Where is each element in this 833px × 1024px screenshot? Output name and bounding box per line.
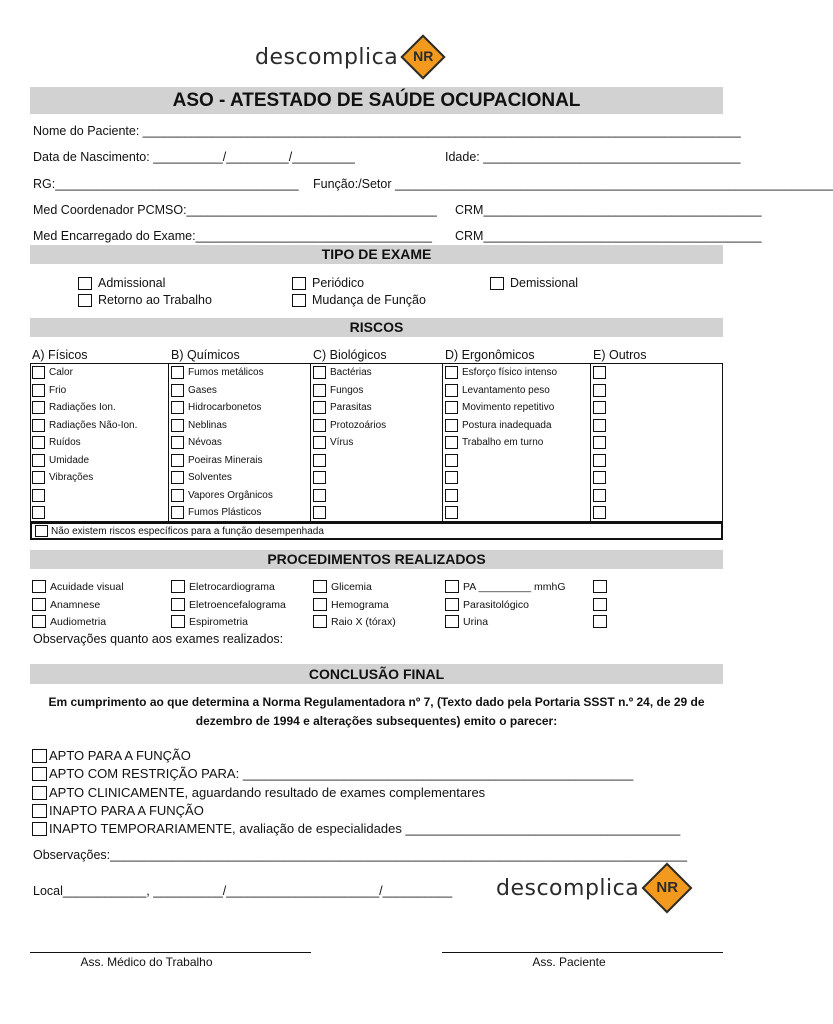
risco-label: Radiações Não-Ion. bbox=[49, 419, 138, 431]
checkbox[interactable] bbox=[313, 419, 326, 432]
nr-badge-icon bbox=[641, 862, 693, 914]
risco-quimicos-item[interactable] bbox=[171, 506, 261, 519]
checkbox[interactable] bbox=[32, 366, 45, 379]
checkbox[interactable] bbox=[445, 506, 458, 519]
risco-fisicos-item[interactable] bbox=[32, 384, 66, 397]
proc-hemograma[interactable]: Hemograma bbox=[313, 598, 389, 611]
checkbox[interactable] bbox=[490, 277, 504, 290]
risco-biologicos-item[interactable] bbox=[313, 489, 330, 502]
checkbox[interactable] bbox=[32, 436, 45, 449]
checkbox[interactable] bbox=[32, 580, 46, 593]
risco-biologicos-item[interactable] bbox=[313, 436, 353, 449]
proc-raio-x[interactable]: Raio X (tórax) bbox=[313, 615, 396, 628]
proc-pa[interactable]: PA _________ mmhG bbox=[445, 580, 566, 593]
checkbox[interactable] bbox=[171, 384, 184, 397]
risco-outros-item[interactable] bbox=[593, 436, 610, 449]
risco-ergonomicos-item[interactable] bbox=[445, 454, 462, 467]
checkbox[interactable] bbox=[593, 598, 607, 611]
checkbox[interactable] bbox=[313, 489, 326, 502]
proc-acuidade[interactable]: Acuidade visual bbox=[32, 580, 124, 593]
proc-extra-2[interactable] bbox=[593, 598, 607, 611]
checkbox[interactable] bbox=[445, 489, 458, 502]
checkbox[interactable] bbox=[313, 615, 327, 628]
checkbox[interactable] bbox=[313, 506, 326, 519]
risco-label: Protozoários bbox=[330, 419, 387, 431]
checkbox[interactable] bbox=[445, 419, 458, 432]
checkbox[interactable] bbox=[445, 436, 458, 449]
risco-label: Esforço físico intenso bbox=[462, 367, 558, 378]
checkbox[interactable] bbox=[593, 401, 606, 414]
checkbox[interactable] bbox=[292, 277, 306, 290]
riscos-column-divider bbox=[310, 363, 311, 522]
risco-quimicos-item[interactable] bbox=[171, 366, 264, 379]
col-title-biologicos: C) Biológicos bbox=[313, 348, 387, 362]
risco-outros-item[interactable] bbox=[593, 489, 610, 502]
risco-label: Levantamento peso bbox=[462, 384, 550, 396]
checkbox[interactable] bbox=[171, 401, 184, 414]
option-demissional[interactable]: Demissional bbox=[490, 276, 578, 290]
risco-ergonomicos-item[interactable] bbox=[445, 436, 543, 449]
funcao-field[interactable]: Função:/Setor _______________________________________________________________ bbox=[313, 177, 833, 191]
risco-label: Neblinas bbox=[188, 419, 227, 431]
risco-biologicos-item[interactable] bbox=[313, 384, 363, 397]
risco-fisicos-item[interactable] bbox=[32, 489, 49, 502]
risco-quimicos-item[interactable] bbox=[171, 454, 262, 467]
checkbox[interactable] bbox=[32, 804, 47, 818]
checkbox[interactable] bbox=[32, 489, 45, 502]
nr-badge-label: NR bbox=[413, 48, 434, 64]
checkbox[interactable] bbox=[171, 506, 184, 519]
risco-fisicos-item[interactable] bbox=[32, 471, 93, 484]
risco-biologicos-item[interactable] bbox=[313, 401, 372, 414]
risco-outros-item[interactable] bbox=[593, 506, 610, 519]
risco-label: Bactérias bbox=[330, 367, 372, 378]
risco-label: Frio bbox=[49, 384, 67, 396]
option-mudanca[interactable]: Mudança de Função bbox=[292, 293, 426, 307]
risco-label: Vapores Orgânicos bbox=[188, 489, 273, 501]
checkbox[interactable] bbox=[171, 615, 185, 628]
risco-outros-item[interactable] bbox=[593, 384, 610, 397]
risco-quimicos-item[interactable] bbox=[171, 489, 273, 502]
conclusao-inapto-temporario[interactable]: INAPTO TEMPORARIAMENTE, avaliação de especialidades ______________________________________ bbox=[32, 821, 723, 836]
logo-top bbox=[255, 34, 446, 80]
checkbox[interactable] bbox=[171, 366, 184, 379]
checkbox[interactable] bbox=[171, 471, 184, 484]
option-retorno[interactable]: Retorno ao Trabalho bbox=[78, 293, 212, 307]
risco-fisicos-item[interactable] bbox=[32, 436, 81, 449]
checkbox[interactable] bbox=[593, 506, 606, 519]
checkbox[interactable] bbox=[171, 489, 184, 502]
checkbox[interactable] bbox=[445, 580, 459, 593]
checkbox[interactable] bbox=[313, 580, 327, 593]
checkbox[interactable] bbox=[445, 454, 458, 467]
risco-outros-item[interactable] bbox=[593, 471, 610, 484]
proc-eletrocardiograma[interactable]: Eletrocardiograma bbox=[171, 580, 275, 593]
checkbox[interactable] bbox=[593, 454, 606, 467]
risco-label: Calor bbox=[49, 367, 73, 378]
signature-label-paciente: Ass. Paciente bbox=[532, 955, 606, 969]
proc-glicemia[interactable]: Glicemia bbox=[313, 580, 372, 593]
checkbox[interactable] bbox=[593, 615, 607, 628]
idade-field[interactable]: Idade: _____________________________________ bbox=[445, 150, 741, 164]
conclusao-header: CONCLUSÃO FINAL bbox=[30, 664, 723, 684]
checkbox[interactable] bbox=[313, 471, 326, 484]
risco-biologicos-item[interactable] bbox=[313, 506, 330, 519]
risco-label: Poeiras Minerais bbox=[188, 454, 263, 466]
risco-label: Trabalho em turno bbox=[462, 437, 544, 448]
signature-label-medico: Ass. Médico do Trabalho bbox=[80, 955, 213, 969]
observacoes-field[interactable]: Observações:___________________________________________________________________________________ bbox=[33, 848, 688, 862]
checkbox[interactable] bbox=[593, 471, 606, 484]
checkbox[interactable] bbox=[32, 419, 45, 432]
risco-outros-item[interactable] bbox=[593, 366, 610, 379]
checkbox[interactable] bbox=[32, 822, 47, 836]
conclusao-inapto[interactable]: INAPTO PARA A FUNÇÃO bbox=[32, 803, 204, 818]
checkbox[interactable] bbox=[171, 598, 185, 611]
checkbox[interactable] bbox=[593, 436, 606, 449]
checkbox[interactable] bbox=[445, 366, 458, 379]
conclusao-apto[interactable]: APTO PARA A FUNÇÃO bbox=[32, 748, 191, 763]
proc-audiometria[interactable]: Audiometria bbox=[32, 615, 106, 628]
risco-fisicos-item[interactable] bbox=[32, 366, 73, 379]
risco-label: Vibrações bbox=[49, 472, 94, 483]
checkbox[interactable] bbox=[32, 454, 45, 467]
crm-coordenador-field[interactable]: CRM________________________________________ bbox=[455, 203, 762, 217]
signature-line-medico bbox=[30, 952, 311, 953]
risco-ergonomicos-item[interactable] bbox=[445, 471, 462, 484]
nome-field[interactable]: Nome do Paciente: ______________________________________________________________________________________ bbox=[33, 124, 741, 138]
coordenador-field[interactable]: Med Coordenador PCMSO:____________________________________ bbox=[33, 203, 437, 217]
riscos-column-divider bbox=[168, 363, 169, 522]
risco-label: Solventes bbox=[188, 472, 232, 483]
risco-label: Radiações Ion. bbox=[49, 402, 116, 413]
risco-ergonomicos-item[interactable] bbox=[445, 419, 552, 432]
checkbox[interactable] bbox=[313, 401, 326, 414]
risco-quimicos-item[interactable] bbox=[171, 401, 261, 414]
rg-field[interactable]: RG:___________________________________ bbox=[33, 177, 299, 191]
col-title-quimicos: B) Químicos bbox=[171, 348, 240, 362]
checkbox[interactable] bbox=[445, 598, 459, 611]
risco-fisicos-item[interactable] bbox=[32, 506, 49, 519]
checkbox[interactable] bbox=[292, 294, 306, 307]
riscos-table bbox=[30, 363, 723, 522]
checkbox[interactable] bbox=[593, 419, 606, 432]
proc-urina[interactable]: Urina bbox=[445, 615, 488, 628]
risco-label: Névoas bbox=[188, 437, 222, 448]
checkbox[interactable] bbox=[32, 786, 47, 800]
checkbox[interactable] bbox=[593, 366, 606, 379]
risco-outros-item[interactable] bbox=[593, 419, 610, 432]
col-title-outros: E) Outros bbox=[593, 348, 647, 362]
risco-fisicos-item[interactable] bbox=[32, 419, 137, 432]
checkbox[interactable] bbox=[32, 401, 45, 414]
checkbox[interactable] bbox=[445, 471, 458, 484]
page-title: ASO - ATESTADO DE SAÚDE OCUPACIONAL bbox=[30, 87, 723, 114]
risco-label: Hidrocarbonetos bbox=[188, 402, 262, 413]
risco-biologicos-item[interactable] bbox=[313, 454, 330, 467]
checkbox[interactable] bbox=[593, 489, 606, 502]
checkbox[interactable] bbox=[593, 384, 606, 397]
risco-label: Postura inadequada bbox=[462, 419, 552, 431]
logo-bottom bbox=[496, 862, 693, 914]
conclusao-text-1: Em cumprimento ao que determina a Norma Regulamentadora nº 7, (Texto dado pela Portaria SSST n.º 24, de 29 de bbox=[48, 695, 705, 709]
riscos-column-divider bbox=[590, 363, 591, 522]
risco-label: Parasitas bbox=[330, 402, 372, 413]
risco-quimicos-item[interactable] bbox=[171, 471, 232, 484]
risco-outros-item[interactable] bbox=[593, 454, 610, 467]
col-title-fisicos: A) Físicos bbox=[32, 348, 88, 362]
risco-fisicos-item[interactable] bbox=[32, 401, 116, 414]
proc-espirometria[interactable]: Espirometria bbox=[171, 615, 248, 628]
observacoes-exames: Observações quanto aos exames realizados: bbox=[33, 632, 284, 646]
riscos-header: RISCOS bbox=[30, 318, 723, 337]
risco-fisicos-item[interactable] bbox=[32, 454, 89, 467]
checkbox[interactable] bbox=[313, 454, 326, 467]
risco-label: Movimento repetitivo bbox=[462, 402, 555, 413]
riscos-column-divider bbox=[442, 363, 443, 522]
checkbox[interactable] bbox=[171, 419, 184, 432]
proc-eletroencefalograma[interactable]: Eletroencefalograma bbox=[171, 598, 286, 611]
checkbox[interactable] bbox=[78, 294, 92, 307]
proc-anamnese[interactable]: Anamnese bbox=[32, 598, 100, 611]
local-data-field[interactable]: Local____________, __________/______________________/__________ bbox=[33, 884, 453, 898]
risco-label: Vírus bbox=[330, 437, 354, 448]
checkbox[interactable] bbox=[171, 436, 184, 449]
option-admissional[interactable]: Admissional bbox=[78, 276, 165, 290]
risco-outros-item[interactable] bbox=[593, 401, 610, 414]
riscos-none-row[interactable] bbox=[30, 522, 723, 540]
checkbox[interactable] bbox=[35, 525, 48, 537]
risco-label: Ruídos bbox=[49, 437, 81, 448]
checkbox[interactable] bbox=[32, 767, 47, 781]
conclusao-text-2: dezembro de 1994 e alterações subsequentes) emito o parecer: bbox=[195, 714, 558, 728]
risco-ergonomicos-item[interactable] bbox=[445, 401, 554, 414]
nascimento-field[interactable]: Data de Nascimento: __________/_________/_________ bbox=[33, 150, 355, 164]
proc-extra-1[interactable] bbox=[593, 580, 607, 593]
checkbox[interactable] bbox=[445, 401, 458, 414]
risco-biologicos-item[interactable] bbox=[313, 366, 372, 379]
logo-wordmark: descomplica bbox=[496, 875, 640, 901]
checkbox[interactable] bbox=[313, 366, 326, 379]
risco-biologicos-item[interactable] bbox=[313, 471, 330, 484]
risco-quimicos-item[interactable] bbox=[171, 384, 217, 397]
checkbox[interactable] bbox=[32, 749, 47, 763]
checkbox[interactable] bbox=[593, 580, 607, 593]
checkbox[interactable] bbox=[32, 471, 45, 484]
risco-quimicos-item[interactable] bbox=[171, 419, 227, 432]
risco-ergonomicos-item[interactable] bbox=[445, 489, 462, 502]
checkbox[interactable] bbox=[445, 384, 458, 397]
risco-ergonomicos-item[interactable] bbox=[445, 384, 550, 397]
checkbox[interactable] bbox=[445, 615, 459, 628]
riscos-none-label: Não existem riscos específicos para a função desempenhada bbox=[51, 525, 324, 537]
risco-label: Gases bbox=[188, 384, 217, 396]
checkbox[interactable] bbox=[32, 384, 45, 397]
risco-label: Fungos bbox=[330, 384, 364, 396]
risco-label: Umidade bbox=[49, 454, 90, 466]
conclusao-apto-restricao[interactable]: APTO COM RESTRIÇÃO PARA: ______________________________________________________ bbox=[32, 766, 723, 781]
checkbox[interactable] bbox=[171, 454, 184, 467]
checkbox[interactable] bbox=[171, 580, 185, 593]
checkbox[interactable] bbox=[32, 615, 46, 628]
checkbox[interactable] bbox=[32, 506, 45, 519]
checkbox[interactable] bbox=[78, 277, 92, 290]
risco-quimicos-item[interactable] bbox=[171, 436, 222, 449]
checkbox[interactable] bbox=[313, 436, 326, 449]
signature-line-paciente bbox=[442, 952, 723, 953]
nr-badge-icon bbox=[400, 34, 446, 80]
conclusao-apto-clinicamente[interactable]: APTO CLINICAMENTE, aguardando resultado de exames complementares bbox=[32, 785, 485, 800]
tipo-exame-header: TIPO DE EXAME bbox=[30, 245, 723, 264]
checkbox[interactable] bbox=[313, 598, 327, 611]
col-title-ergonomicos: D) Ergonômicos bbox=[445, 348, 535, 362]
risco-biologicos-item[interactable] bbox=[313, 419, 386, 432]
risco-label: Fumos Plásticos bbox=[188, 507, 262, 518]
risco-ergonomicos-item[interactable] bbox=[445, 506, 462, 519]
checkbox[interactable] bbox=[32, 598, 46, 611]
proc-extra-3[interactable] bbox=[593, 615, 607, 628]
risco-label: Fumos metálicos bbox=[188, 367, 264, 378]
procedimentos-header: PROCEDIMENTOS REALIZADOS bbox=[30, 550, 723, 569]
encarregado-field[interactable]: Med Encarregado do Exame:__________________________________ bbox=[33, 229, 432, 243]
proc-parasitologico[interactable]: Parasitológico bbox=[445, 598, 529, 611]
nr-badge-label: NR bbox=[656, 879, 679, 896]
logo-wordmark: descomplica bbox=[255, 44, 399, 70]
option-periodico[interactable]: Periódico bbox=[292, 276, 364, 290]
risco-ergonomicos-item[interactable] bbox=[445, 366, 557, 379]
checkbox[interactable] bbox=[313, 384, 326, 397]
crm-encarregado-field[interactable]: CRM________________________________________ bbox=[455, 229, 762, 243]
